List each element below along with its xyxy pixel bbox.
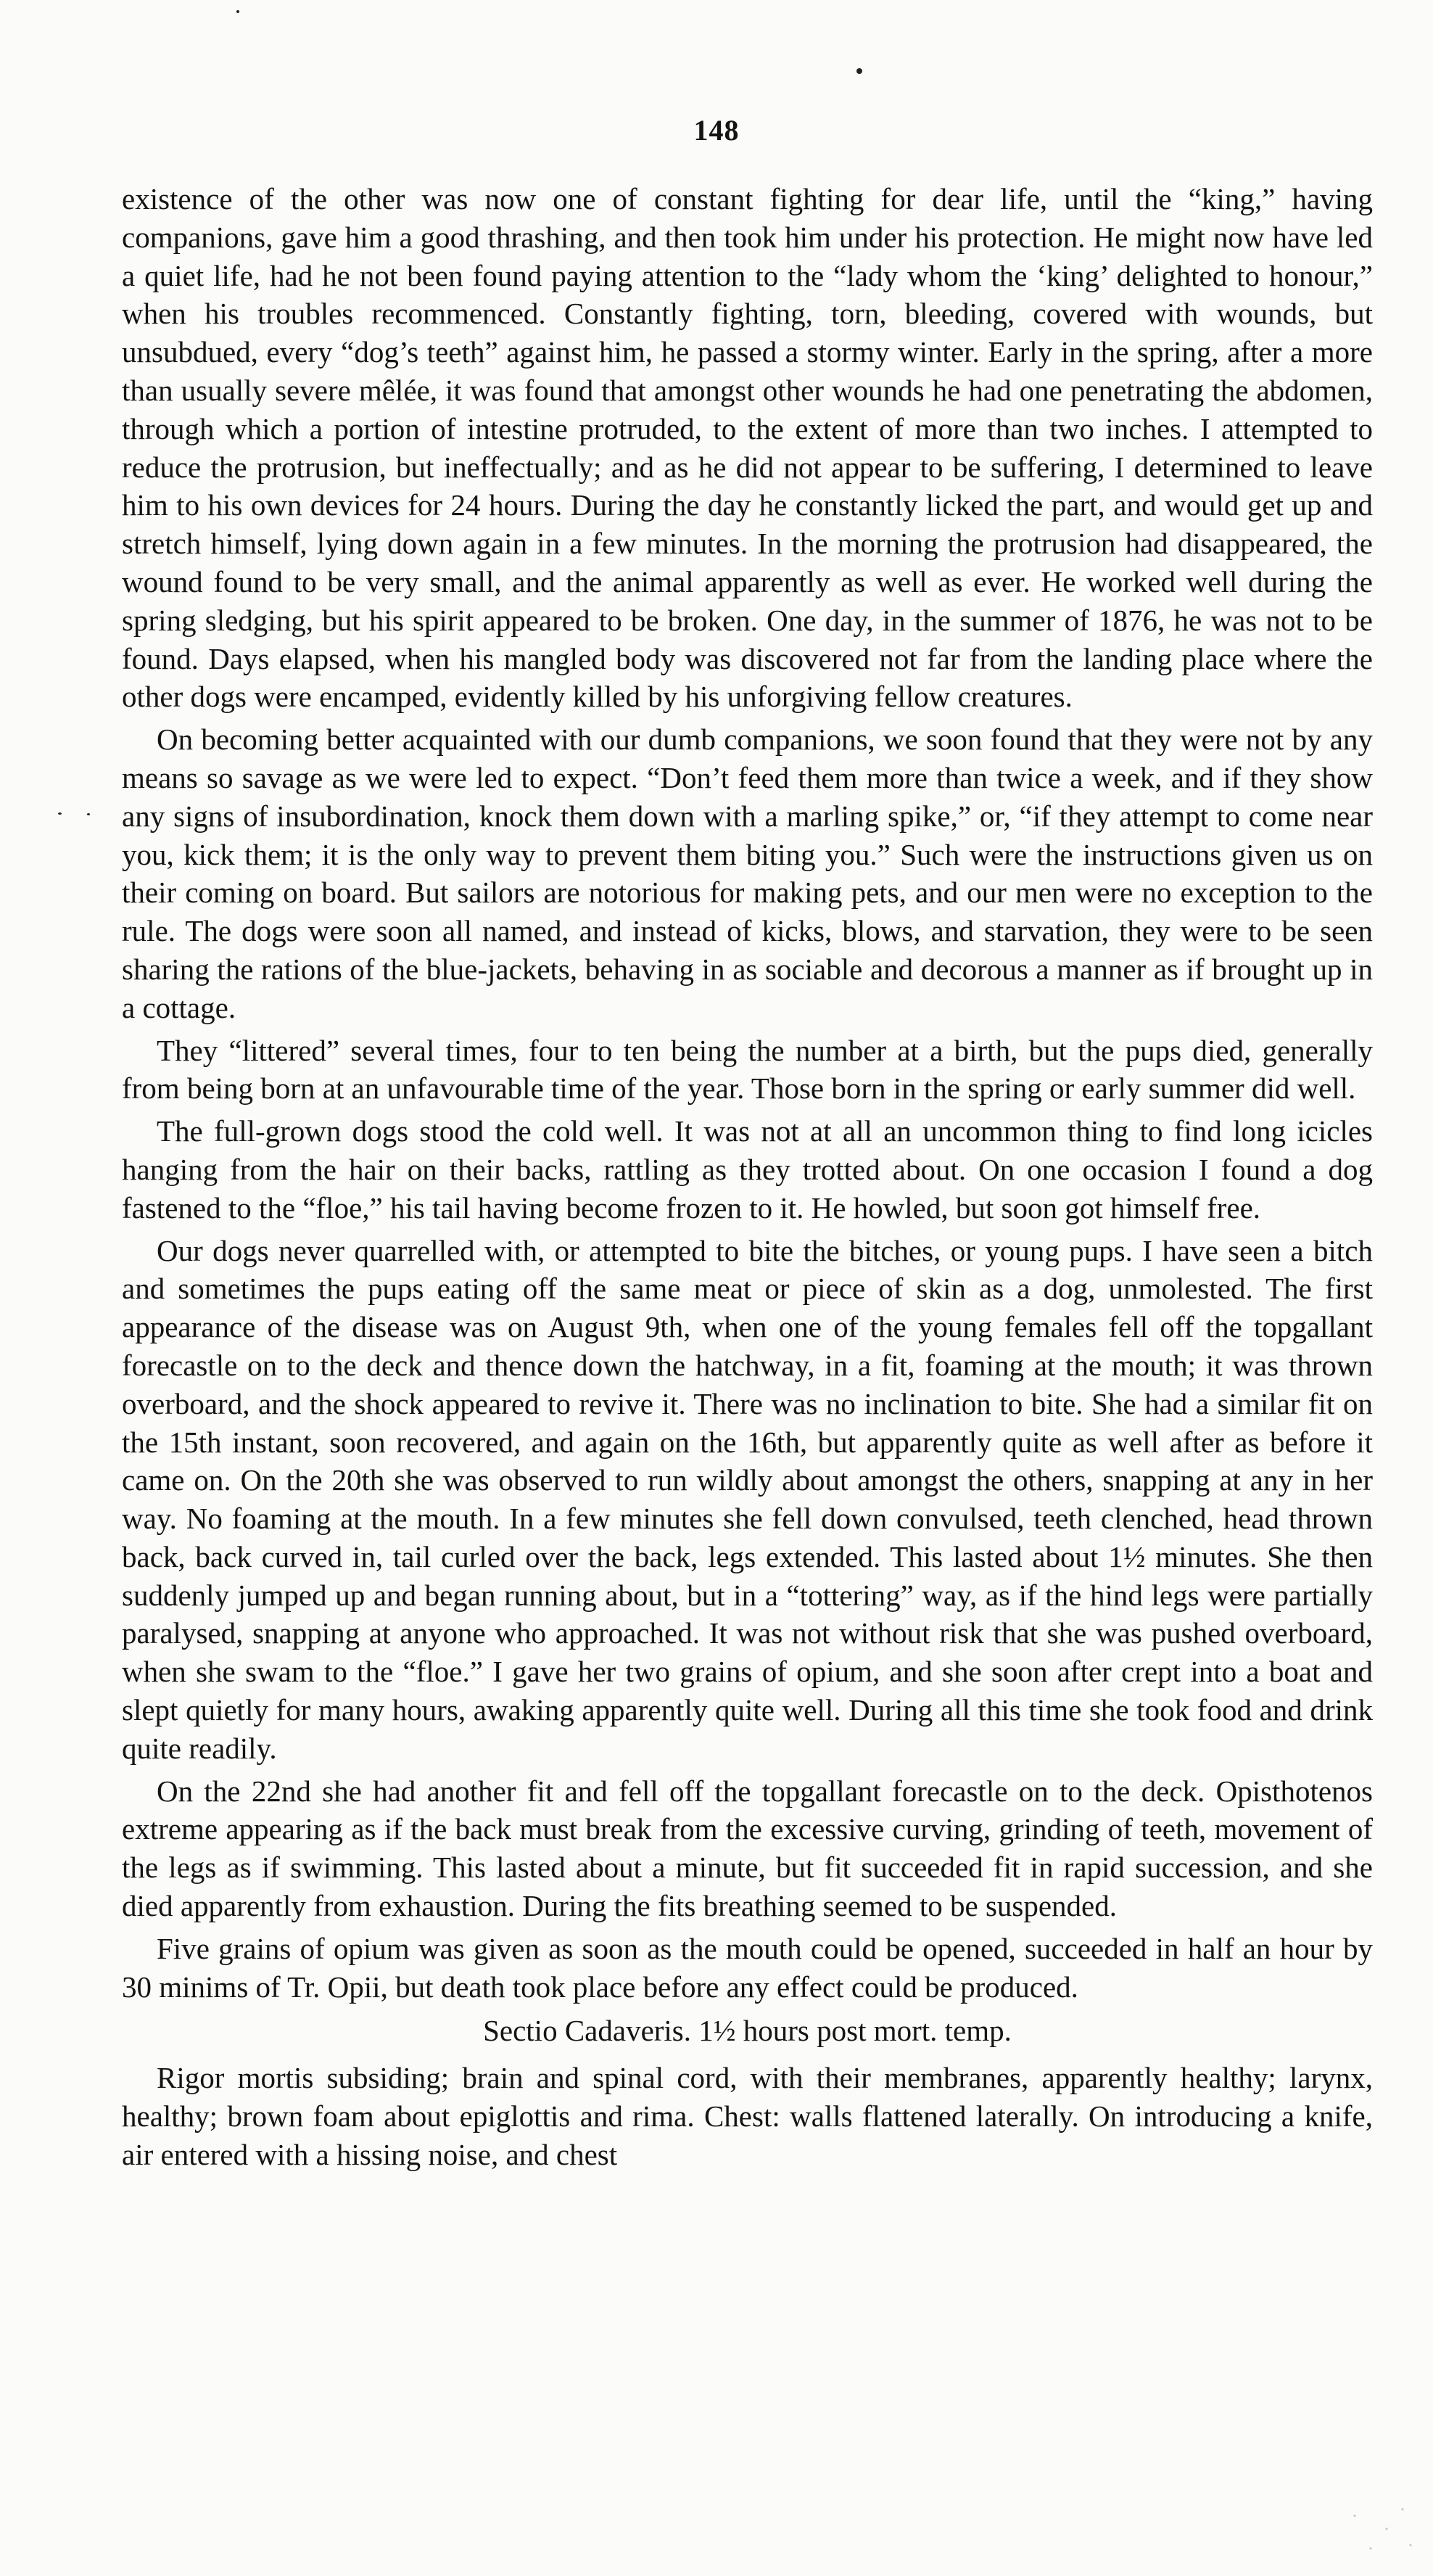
body-text [122,180,1373,2178]
paragraph-littered: They “littered” several times, four to ten being the number at a birth, but the pups died, generally from being born at an unfavourable time of the year. Those born in the spring or early summer did well. [122,1033,1373,1106]
ink-speck [58,812,62,815]
ink-speck [236,10,239,13]
paragraph-rigor-mortis: Rigor mortis subsiding; brain and spinal cord, with their membranes, apparently healthy; larynx, healthy; brown foam about epiglottis and rima. Chest: walls flattened laterally. On introducing a knife, air entered with a hissing noise, and chest [122,2061,1373,2171]
page-number: 148 [693,114,740,147]
paragraph-disease: Our dogs never quarrelled with, or attempted to bite the bitches, or young pups. I have seen a bitch and sometimes the pups eating off the same meat or piece of skin as a dog, unmolested. The first appearance of the disease was on August 9th, when one of the young females fell off the topgallant forecastle on to the deck and thence down the hatchway, in a fit, foaming at the mouth; it was thrown overboard, and the shock appeared to revive it. There was no inclination to bite. She had a similar fit on the 15th instant, soon recovered, and again on the 16th, but apparently quite as well after as before it came on. On the 20th she was observed to run wildly about amongst the others, snapping at any in her way. No foaming at the mouth. In a few minutes she fell down convulsed, teeth clenched, head thrown back, back curved in, tail curled over the back, legs extended. This lasted about 1½ minutes. She then suddenly jumped up and began running about, but in a “tottering” way, as if the hind legs were partially paralysed, snapping at anyone who approached. It was not without risk that she was pushed overboard, when she swam to the “floe.” I gave her two grains of opium, and she soon after crept into a boat and slept quietly for many hours, awaking apparently quite well. During all this time she took food and drink quite readily. [122,1233,1373,1765]
paper-grain-mark [1339,2496,1418,2561]
paragraph-22nd: On the 22nd she had another fit and fell off the topgallant forecastle on to the deck. Opisthotenos extreme appearing as if the back must break from the excessive curving, grinding of teeth, movement of the legs as if swimming. This lasted about a minute, but fit succeeded fit in rapid succession, and she died apparently from exhaustion. During the fits breathing seemed to be suspended. [122,1774,1373,1923]
paragraph-cold: The full-grown dogs stood the cold well. It was not at all an uncommon thing to find long icicles hanging from the hair on their backs, rattling as they trotted about. On one occasion I found a dog fastened to the “floe,” his tail having become frozen to it. He howled, but soon got himself free. [122,1114,1373,1225]
paragraph-continuation: existence of the other was now one of constant fighting for dear life, until the “king,” having companions, gave him a good thrashing, and then took him under his protection. He might now have led a quiet life, had he not been found paying attention to the “lady whom the ‘king’ delighted to honour,” when his troubles recommenced. Constantly fighting, torn, bleeding, covered with wounds, but unsubdued, every “dog’s teeth” against him, he passed a stormy winter. Early in the spring, after a more than usually severe mêlée, it was found that amongst other wounds he had one penetrating the abdomen, through which a portion of intestine protruded, to the extent of more than two inches. I attempted to reduce the protrusion, but ineffectually; and as he did not appear to be suffering, I determined to leave him to his own devices for 24 hours. During the day he constantly licked the part, and would get up and stretch himself, lying down again in a few minutes. In the morning the protrusion had disappeared, the wound found to be very small, and the animal apparently as well as ever. He worked well during the spring sledging, but his spirit appeared to be broken. One day, in the summer of 1876, he was not to be found. Days elapsed, when his mangled body was discovered not far from the landing place where the other dogs were encamped, evidently killed by his unforgiving fellow creatures. [122,182,1373,714]
section-heading: Sectio Cadaveris. 1½ hours post mort. temp. [483,2014,1012,2048]
ink-speck [87,813,90,815]
paragraph-opium: Five grains of opium was given as soon as the mouth could be opened, succeeded in half an hour by 30 minims of Tr. Opii, but death took place before any effect could be produced. [122,1931,1373,2004]
ink-speck [856,68,862,74]
paragraph-dumb-companions: On becoming better acquainted with our dumb companions, we soon found that they were not by any means so savage as we were led to expect. “Don’t feed them more than twice a week, and if they show any signs of insubordination, knock them down with a marling spike,” or, “if they attempt to come near you, kick them; it is the only way to prevent them biting you.” Such were the instructions given us on their coming on board. But sailors are notorious for making pets, and our men were no exception to the rule. The dogs were soon all named, and instead of kicks, blows, and starvation, they were to be seen sharing the rations of the blue-jackets, behaving in as sociable and decorous a manner as if brought up in a cottage. [122,723,1373,1024]
